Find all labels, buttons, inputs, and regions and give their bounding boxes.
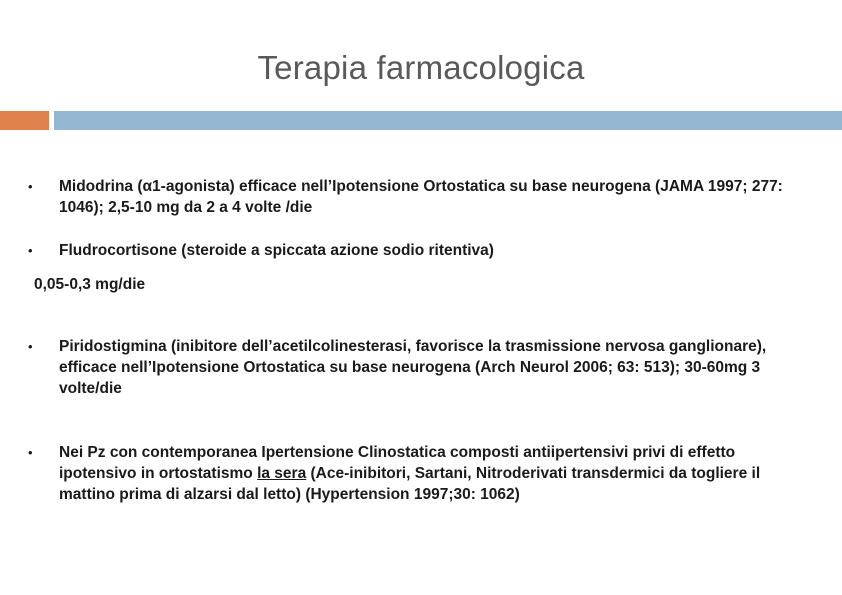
bullet-text: Piridostigmina (inibitore dell’acetilcolinesterasi, favorisce la trasmissione nervosa ganglionare), efficace nell’Ipotensione Ortostatica su base neurogena (Arch Neurol 2006; 63: 513); 30-60mg 3 volte/die — [59, 338, 767, 397]
bullet-item-piridostigmina — [28, 336, 788, 399]
underlined-phrase: la sera — [257, 465, 307, 482]
bullet-marker: • — [28, 445, 33, 460]
slide-title: Terapia farmacologica — [257, 49, 585, 86]
bullet-text: Midodrina (α1-agonista) efficace nell’Ipotensione Ortostatica su base neurogena (JAMA 1997; 277: 1046); 2,5-10 mg da 2 a 4 volte /die — [59, 178, 783, 216]
bullet-text: Fludrocortisone (steroide a spiccata azione sodio ritentiva) — [59, 242, 494, 259]
dosage-line: 0,05-0,3 mg/die — [34, 276, 146, 293]
bullet-text — [59, 442, 788, 505]
bullet-text-part: (Ace-inibitori, Sartani, Nitroderivati transdermici da togliere il mattino prima di alzarsi dal letto) (Hypertension 1997;30: 1062) — [59, 465, 761, 503]
bullet-item-midodrina — [28, 176, 788, 218]
bullet-marker: • — [28, 339, 33, 354]
bullet-item-ipertensione — [28, 442, 788, 505]
bullet-marker: • — [28, 243, 33, 258]
bullet-marker: • — [28, 179, 33, 194]
bullet-text-part: Nei Pz con contemporanea Ipertensione Clinostatica composti antiipertensivi privi di effetto ipotensivo in ortostatismo — [59, 444, 736, 482]
bullet-item-fludrocortisone — [28, 240, 788, 261]
